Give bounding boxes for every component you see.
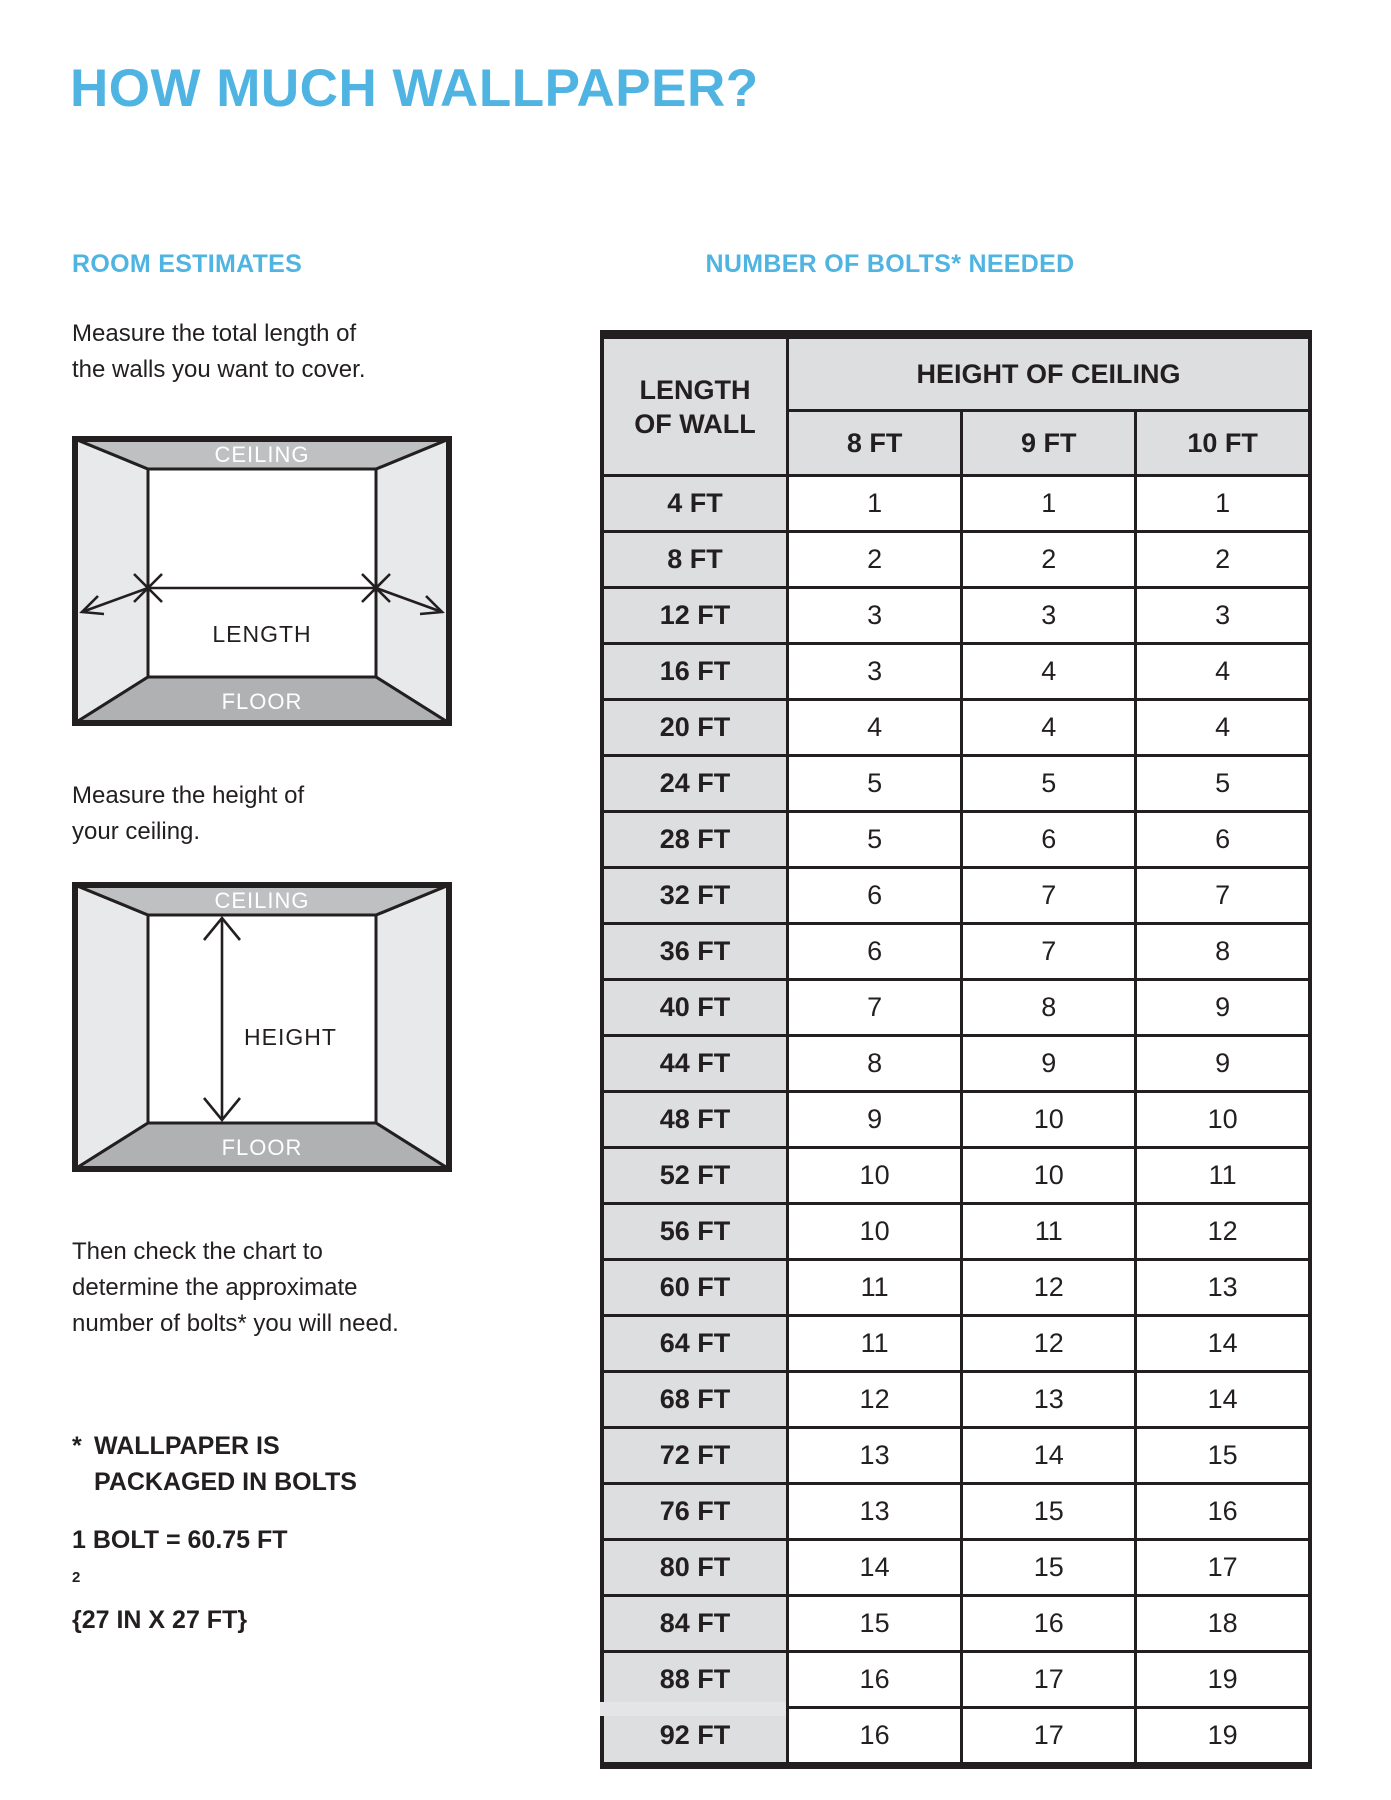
wall-length-label: 64 FT: [602, 1316, 788, 1372]
bolt-count-cell: 17: [962, 1652, 1136, 1708]
left-wall: [75, 885, 148, 1169]
instruction-measure-height: [72, 778, 304, 850]
instruction-line: Measure the height of: [72, 782, 305, 809]
bolt-count-cell: 2: [1136, 532, 1310, 588]
table-row: [602, 1260, 1310, 1316]
table-row: [602, 532, 1310, 588]
bolt-count-cell: 3: [788, 644, 962, 700]
bolt-count-cell: 14: [1136, 1372, 1310, 1428]
table-row: [602, 1204, 1310, 1260]
wall-length-label: 88 FT: [602, 1652, 788, 1708]
bolt-count-cell: 12: [1136, 1204, 1310, 1260]
bolt-count-cell: 7: [1136, 868, 1310, 924]
bolt-count-cell: 5: [1136, 756, 1310, 812]
bolt-count-cell: 16: [788, 1652, 962, 1708]
room-height-diagram: [72, 882, 452, 1172]
table-row: [602, 588, 1310, 644]
note-line: WALLPAPER IS: [94, 1432, 280, 1460]
bolt-count-cell: 12: [962, 1316, 1136, 1372]
table-row: [602, 1148, 1310, 1204]
back-wall: [148, 915, 376, 1123]
bolt-count-cell: 11: [1136, 1148, 1310, 1204]
bolt-count-cell: 8: [1136, 924, 1310, 980]
bolt-count-cell: 7: [962, 924, 1136, 980]
wall-length-label: 36 FT: [602, 924, 788, 980]
right-wall: [376, 885, 449, 1169]
bolt-count-cell: 12: [962, 1260, 1136, 1316]
bolt-size-info: [72, 1522, 288, 1639]
bolt-count-cell: 6: [788, 924, 962, 980]
wall-length-label: 16 FT: [602, 644, 788, 700]
wall-length-label: 12 FT: [602, 588, 788, 644]
wall-length-label: 32 FT: [602, 868, 788, 924]
instruction-line: the walls you want to cover.: [72, 356, 366, 383]
bolt-count-cell: 3: [788, 588, 962, 644]
table-row: [602, 1596, 1310, 1652]
bolt-count-cell: 4: [1136, 700, 1310, 756]
table-row: [602, 700, 1310, 756]
table-row: [602, 924, 1310, 980]
bolt-count-cell: 9: [1136, 980, 1310, 1036]
bolt-count-cell: 17: [1136, 1540, 1310, 1596]
bolt-count-cell: 11: [962, 1204, 1136, 1260]
bolt-count-cell: 6: [1136, 812, 1310, 868]
instruction-measure-length: [72, 316, 365, 388]
bolt-count-cell: 3: [1136, 588, 1310, 644]
bolt-dimensions: {27 IN X 27 FT}: [72, 1606, 248, 1635]
bolt-count-cell: 17: [962, 1708, 1136, 1766]
bolt-count-cell: 16: [1136, 1484, 1310, 1540]
wall-length-label: 40 FT: [602, 980, 788, 1036]
bolt-count-cell: 1: [788, 476, 962, 532]
room-estimates-heading: ROOM ESTIMATES: [72, 250, 303, 278]
bolt-count-cell: 13: [788, 1484, 962, 1540]
bolt-count-cell: 10: [788, 1148, 962, 1204]
bolt-count-cell: 10: [788, 1204, 962, 1260]
bolt-count-cell: 7: [788, 980, 962, 1036]
wall-length-label: 28 FT: [602, 812, 788, 868]
bolt-count-cell: 15: [962, 1540, 1136, 1596]
wall-length-label: 56 FT: [602, 1204, 788, 1260]
bolt-count-cell: 3: [962, 588, 1136, 644]
note-line: PACKAGED IN BOLTS: [94, 1468, 357, 1496]
column-header-8ft: 8 FT: [788, 411, 962, 476]
wall-length-label: 24 FT: [602, 756, 788, 812]
ceiling-label: CEILING: [214, 442, 310, 467]
height-label: HEIGHT: [244, 1024, 337, 1050]
bolt-count-cell: 8: [788, 1036, 962, 1092]
bolt-count-cell: 2: [788, 532, 962, 588]
wall-length-label: 92 FT: [602, 1708, 788, 1766]
height-of-ceiling-header: HEIGHT OF CEILING: [788, 335, 1311, 411]
table-row: [602, 1316, 1310, 1372]
bolt-count-cell: 19: [1136, 1652, 1310, 1708]
wall-length-label: 52 FT: [602, 1148, 788, 1204]
bolt-count-cell: 14: [962, 1428, 1136, 1484]
wall-length-label: 8 FT: [602, 532, 788, 588]
squared-superscript: 2: [72, 1569, 81, 1586]
bolt-count-cell: 5: [962, 756, 1136, 812]
table-header-row: [602, 335, 1310, 411]
length-label: LENGTH: [212, 621, 312, 647]
table-row: [602, 1708, 1310, 1766]
column-header-10ft: 10 FT: [1136, 411, 1310, 476]
table-row: [602, 1540, 1310, 1596]
bolt-count-cell: 9: [1136, 1036, 1310, 1092]
bolt-count-cell: 14: [1136, 1316, 1310, 1372]
bolt-count-cell: 4: [1136, 644, 1310, 700]
bolt-count-cell: 19: [1136, 1708, 1310, 1766]
table-row: [602, 1092, 1310, 1148]
bolt-equation: 1 BOLT = 60.75 FT $^2$: [72, 1526, 288, 1586]
bolt-count-cell: 14: [788, 1540, 962, 1596]
bolt-count-cell: 5: [788, 756, 962, 812]
floor-label: FLOOR: [221, 689, 303, 714]
bolt-count-cell: 16: [788, 1708, 962, 1766]
table-row: [602, 812, 1310, 868]
bolt-count-cell: 5: [788, 812, 962, 868]
bolt-table-body: [602, 476, 1310, 1766]
right-wall: [376, 439, 449, 723]
wallpaper-bolts-note: [72, 1428, 357, 1500]
table-row: [602, 1036, 1310, 1092]
bolt-count-cell: 1: [962, 476, 1136, 532]
instruction-check-chart: [72, 1234, 399, 1342]
wall-length-label: 60 FT: [602, 1260, 788, 1316]
table-row: [602, 1372, 1310, 1428]
bolt-count-cell: 4: [788, 700, 962, 756]
bolt-count-cell: 2: [962, 532, 1136, 588]
table-shadow: [600, 1702, 786, 1716]
length-of-wall-header: LENGTH OF WALL: [602, 335, 788, 476]
bolt-count-cell: 13: [962, 1372, 1136, 1428]
bolts-needed-heading: NUMBER OF BOLTS* NEEDED: [705, 250, 1075, 278]
bolt-count-cell: 10: [1136, 1092, 1310, 1148]
bolt-count-cell: 18: [1136, 1596, 1310, 1652]
bolt-count-cell: 10: [962, 1092, 1136, 1148]
wall-length-label: 20 FT: [602, 700, 788, 756]
bolt-count-cell: 13: [1136, 1260, 1310, 1316]
bolt-count-cell: 4: [962, 644, 1136, 700]
bolt-count-cell: 10: [962, 1148, 1136, 1204]
table-row: [602, 1484, 1310, 1540]
instruction-line: number of bolts* you will need.: [72, 1310, 399, 1337]
table-row: [602, 868, 1310, 924]
wall-length-label: 76 FT: [602, 1484, 788, 1540]
wall-length-label: 4 FT: [602, 476, 788, 532]
bolt-count-cell: 7: [962, 868, 1136, 924]
wall-length-label: 84 FT: [602, 1596, 788, 1652]
bolt-count-cell: 9: [788, 1092, 962, 1148]
bolt-count-cell: 6: [962, 812, 1136, 868]
bolt-count-cell: 4: [962, 700, 1136, 756]
bolt-count-cell: 11: [788, 1316, 962, 1372]
instruction-line: Then check the chart to: [72, 1238, 323, 1265]
bolt-count-cell: 15: [1136, 1428, 1310, 1484]
bolt-count-cell: 8: [962, 980, 1136, 1036]
bolt-count-cell: 12: [788, 1372, 962, 1428]
wall-length-label: 80 FT: [602, 1540, 788, 1596]
instruction-line: your ceiling.: [72, 818, 201, 845]
page-title: HOW MUCH WALLPAPER?: [70, 59, 759, 118]
bolt-count-cell: 11: [788, 1260, 962, 1316]
bolt-count-cell: 1: [1136, 476, 1310, 532]
asterisk: *: [72, 1432, 82, 1460]
wall-length-label: 72 FT: [602, 1428, 788, 1484]
bolt-count-cell: 6: [788, 868, 962, 924]
table-row: [602, 476, 1310, 532]
table-row: [602, 1428, 1310, 1484]
column-header-9ft: 9 FT: [962, 411, 1136, 476]
bolt-count-cell: 15: [962, 1484, 1136, 1540]
instruction-line: determine the approximate: [72, 1274, 358, 1301]
bolt-count-cell: 15: [788, 1596, 962, 1652]
room-length-diagram: [72, 436, 452, 726]
table-row: [602, 756, 1310, 812]
left-wall: [75, 439, 148, 723]
bolt-count-cell: 16: [962, 1596, 1136, 1652]
table-row: [602, 980, 1310, 1036]
floor-label: FLOOR: [221, 1135, 303, 1160]
wall-length-label: 44 FT: [602, 1036, 788, 1092]
instruction-line: Measure the total length of: [72, 320, 357, 347]
bolt-count-cell: 13: [788, 1428, 962, 1484]
wall-length-label: 68 FT: [602, 1372, 788, 1428]
table-row: [602, 644, 1310, 700]
ceiling-label: CEILING: [214, 888, 310, 913]
bolt-count-cell: 9: [962, 1036, 1136, 1092]
wall-length-label: 48 FT: [602, 1092, 788, 1148]
table-row: [602, 1652, 1310, 1708]
bolt-table: [600, 330, 1312, 1769]
